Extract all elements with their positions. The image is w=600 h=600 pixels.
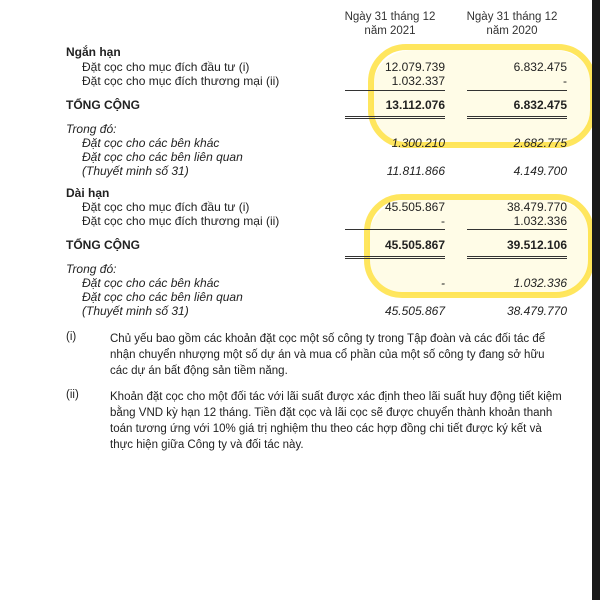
subtotal-rule bbox=[467, 90, 567, 91]
row-label: (Thuyết minh số 31) bbox=[82, 304, 189, 318]
of-which-title: Trong đó: bbox=[66, 122, 117, 136]
value-2020: - bbox=[563, 74, 567, 88]
total-value-2020: 6.832.475 bbox=[513, 98, 567, 112]
note-number: (ii) bbox=[66, 389, 79, 401]
column-header-2020 bbox=[457, 10, 567, 38]
note-number: (i) bbox=[66, 331, 77, 343]
row-label: (Thuyết minh số 31) bbox=[82, 164, 189, 178]
value-2020: 2.682.775 bbox=[513, 136, 567, 150]
note-line: Khoản đặt cọc cho một đối tác với lãi suất được xác định theo lãi suất huy động tiết kiệm bbox=[110, 391, 562, 403]
section-title-short-term: Ngắn hạn bbox=[66, 45, 121, 59]
page-edge-shadow bbox=[592, 0, 600, 600]
note-line: thực hiện giữa Công ty và đối tác này. bbox=[110, 439, 304, 451]
total-value-2021: 13.112.076 bbox=[385, 98, 445, 112]
row-label: Đặt cọc cho mục đích đầu tư (i) bbox=[82, 200, 250, 214]
total-label: TỔNG CỘNG bbox=[66, 238, 140, 252]
section-title-long-term: Dài hạn bbox=[66, 186, 110, 200]
value-2021: 12.079.739 bbox=[384, 60, 445, 74]
column-header-2020-line2: năm 2020 bbox=[486, 25, 538, 37]
total-rule bbox=[467, 118, 567, 119]
note-line: Chủ yếu bao gồm các khoản đặt cọc một số công ty trong Tập đoàn và các đối tác để bbox=[110, 333, 546, 345]
total-rule bbox=[345, 116, 445, 117]
total-rule bbox=[345, 258, 445, 259]
value-2020: 38.479.770 bbox=[506, 304, 567, 318]
note-text bbox=[110, 389, 590, 453]
note-line: nhận chuyển nhượng một số dự án và mua cổ phần của một số công ty đang sở hữu bbox=[110, 349, 545, 361]
value-2021: - bbox=[441, 214, 445, 228]
column-header-2021-line1: Ngày 31 tháng 12 bbox=[344, 11, 436, 23]
row-label: Đặt cọc cho các bên khác bbox=[82, 136, 220, 150]
value-2021: 45.505.867 bbox=[384, 200, 445, 214]
row-label: Đặt cọc cho mục đích thương mại (ii) bbox=[82, 74, 280, 88]
row-label: Đặt cọc cho các bên liên quan bbox=[82, 290, 243, 304]
subtotal-rule bbox=[345, 229, 445, 230]
value-2020: 1.032.336 bbox=[513, 276, 567, 290]
value-2021: 11.811.866 bbox=[386, 164, 445, 178]
value-2021: 1.032.337 bbox=[391, 74, 445, 88]
total-value-2021: 45.505.867 bbox=[384, 238, 445, 252]
value-2020: 1.032.336 bbox=[513, 214, 567, 228]
value-2021: 1.300.210 bbox=[391, 136, 445, 150]
total-rule bbox=[345, 256, 445, 257]
note-line: toán tương ứng với 10% giá trị nghiệm thu theo các hợp đồng chi tiết được ký kết và bbox=[110, 423, 542, 435]
column-header-2020-line1: Ngày 31 tháng 12 bbox=[466, 11, 558, 23]
total-rule bbox=[467, 258, 567, 259]
row-label: Đặt cọc cho các bên khác bbox=[82, 276, 220, 290]
total-rule bbox=[467, 256, 567, 257]
value-2020: 6.832.475 bbox=[513, 60, 567, 74]
note-line: bằng VND kỳ hạn 12 tháng. Tiền đặt cọc và lãi cọc sẽ được chuyển thành khoản thanh bbox=[110, 407, 553, 419]
total-rule bbox=[467, 116, 567, 117]
column-header-2021 bbox=[335, 10, 445, 38]
of-which-title: Trong đó: bbox=[66, 262, 117, 276]
row-label: Đặt cọc cho các bên liên quan bbox=[82, 150, 243, 164]
note-line: các dự án bất động sản tiềm năng. bbox=[110, 365, 288, 377]
value-2020: 38.479.770 bbox=[506, 200, 567, 214]
total-value-2020: 39.512.106 bbox=[506, 238, 567, 252]
subtotal-rule bbox=[467, 229, 567, 230]
value-2021: - bbox=[441, 276, 445, 290]
row-label: Đặt cọc cho mục đích thương mại (ii) bbox=[82, 214, 280, 228]
value-2020: 4.149.700 bbox=[513, 164, 567, 178]
total-label: TỔNG CỘNG bbox=[66, 98, 140, 112]
subtotal-rule bbox=[345, 90, 445, 91]
column-header-2021-line2: năm 2021 bbox=[364, 25, 416, 37]
note-text bbox=[110, 331, 590, 379]
total-rule bbox=[345, 118, 445, 119]
value-2021: 45.505.867 bbox=[384, 304, 445, 318]
row-label: Đặt cọc cho mục đích đầu tư (i) bbox=[82, 60, 250, 74]
